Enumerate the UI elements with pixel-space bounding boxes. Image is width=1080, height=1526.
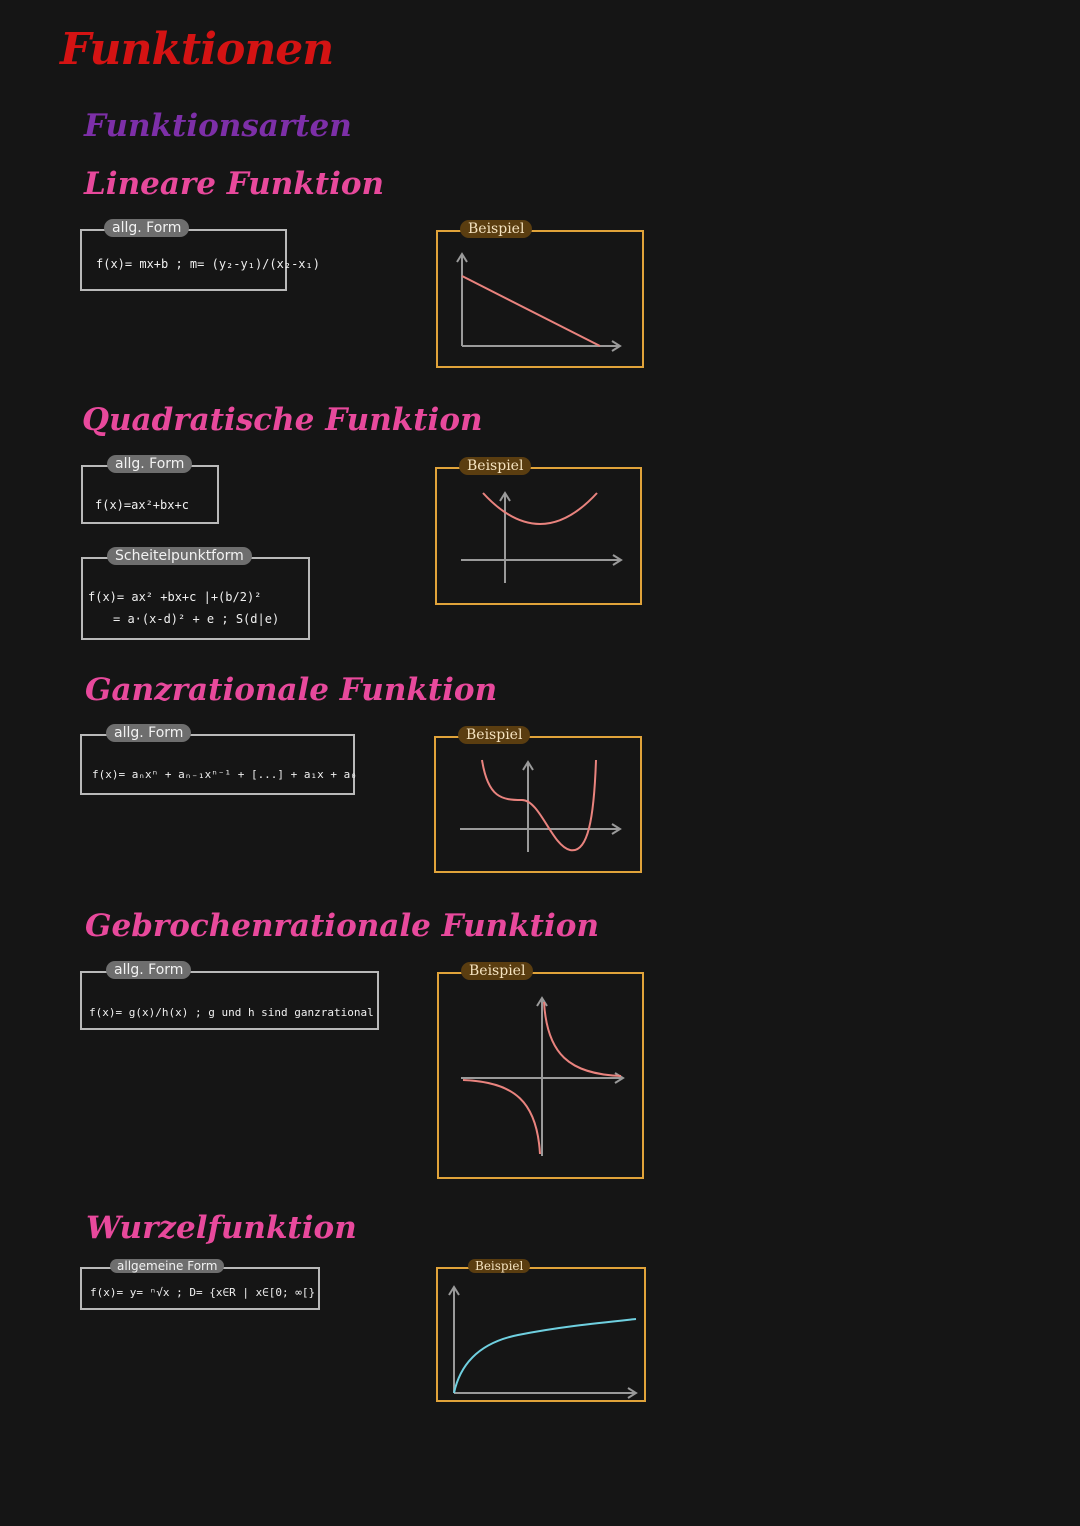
formula-label: allgemeine Form (110, 1259, 224, 1273)
formula-text: f(x)= g(x)/h(x) ; g und h sind ganzrational (89, 1006, 374, 1019)
example-label: Beispiel (459, 457, 531, 475)
formula-label: Scheitelpunktform (107, 547, 252, 565)
formula-text: f(x)= ax² +bx+c |+(b/2)² (88, 590, 262, 604)
formula-label: allg. Form (104, 219, 189, 237)
example-label: Beispiel (460, 220, 532, 238)
quadratic-graph-svg (437, 469, 644, 607)
formula-box-vertex (81, 548, 310, 640)
polynomial-curve (482, 760, 596, 850)
formula-box-root (80, 1259, 320, 1310)
root-curve (454, 1319, 636, 1393)
heading-lineare-funktion: Lineare Funktion (84, 166, 385, 202)
formula-box-polynomial (80, 725, 357, 795)
heading-ganzrationale-funktion: Ganzrationale Funktion (85, 672, 498, 708)
heading-quadratische-funktion: Quadratische Funktion (82, 402, 483, 438)
linear-curve (462, 276, 600, 346)
formula-text: f(x)= y= ⁿ√x ; D= {x∈R | x∈[0; ∞[} (90, 1286, 316, 1299)
formula-label: allg. Form (106, 724, 191, 742)
hyperbola-branch-upper (544, 1002, 621, 1076)
example-graph-rational (437, 963, 644, 1179)
example-graph-linear (436, 221, 644, 368)
formula-box-quadratic (81, 456, 219, 524)
heading-gebrochenrationale-funktion: Gebrochenrationale Funktion (85, 908, 599, 944)
formula-text: f(x)= aₙxⁿ + aₙ₋₁xⁿ⁻¹ + [...] + a₁x + a₀ (92, 768, 357, 781)
polynomial-graph-svg (436, 738, 644, 875)
formula-text: f(x)= mx+b ; m= (y₂-y₁)/(x₂-x₁) (96, 257, 320, 271)
example-label: Beispiel (468, 1259, 530, 1273)
example-label: Beispiel (461, 962, 533, 980)
formula-box-rational (80, 962, 379, 1030)
hyperbola-branch-lower (463, 1080, 540, 1154)
heading-wurzelfunktion: Wurzelfunktion (86, 1210, 357, 1246)
formula-text-line2: = a·(x-d)² + e ; S(d|e) (113, 612, 280, 626)
formula-text: f(x)=ax²+bx+c (95, 498, 189, 512)
page-title: Funktionen (60, 24, 334, 75)
example-label: Beispiel (458, 726, 530, 744)
formula-label: allg. Form (107, 455, 192, 473)
parabola-curve (483, 493, 597, 524)
root-graph-svg (438, 1269, 648, 1404)
formula-box-linear (80, 220, 320, 291)
example-graph-root (436, 1259, 646, 1402)
rational-graph-svg (439, 974, 646, 1181)
example-graph-polynomial (434, 727, 642, 873)
page-subtitle: Funktionsarten (84, 108, 352, 144)
example-graph-quadratic (435, 458, 642, 605)
formula-label: allg. Form (106, 961, 191, 979)
linear-graph-svg (438, 232, 646, 370)
